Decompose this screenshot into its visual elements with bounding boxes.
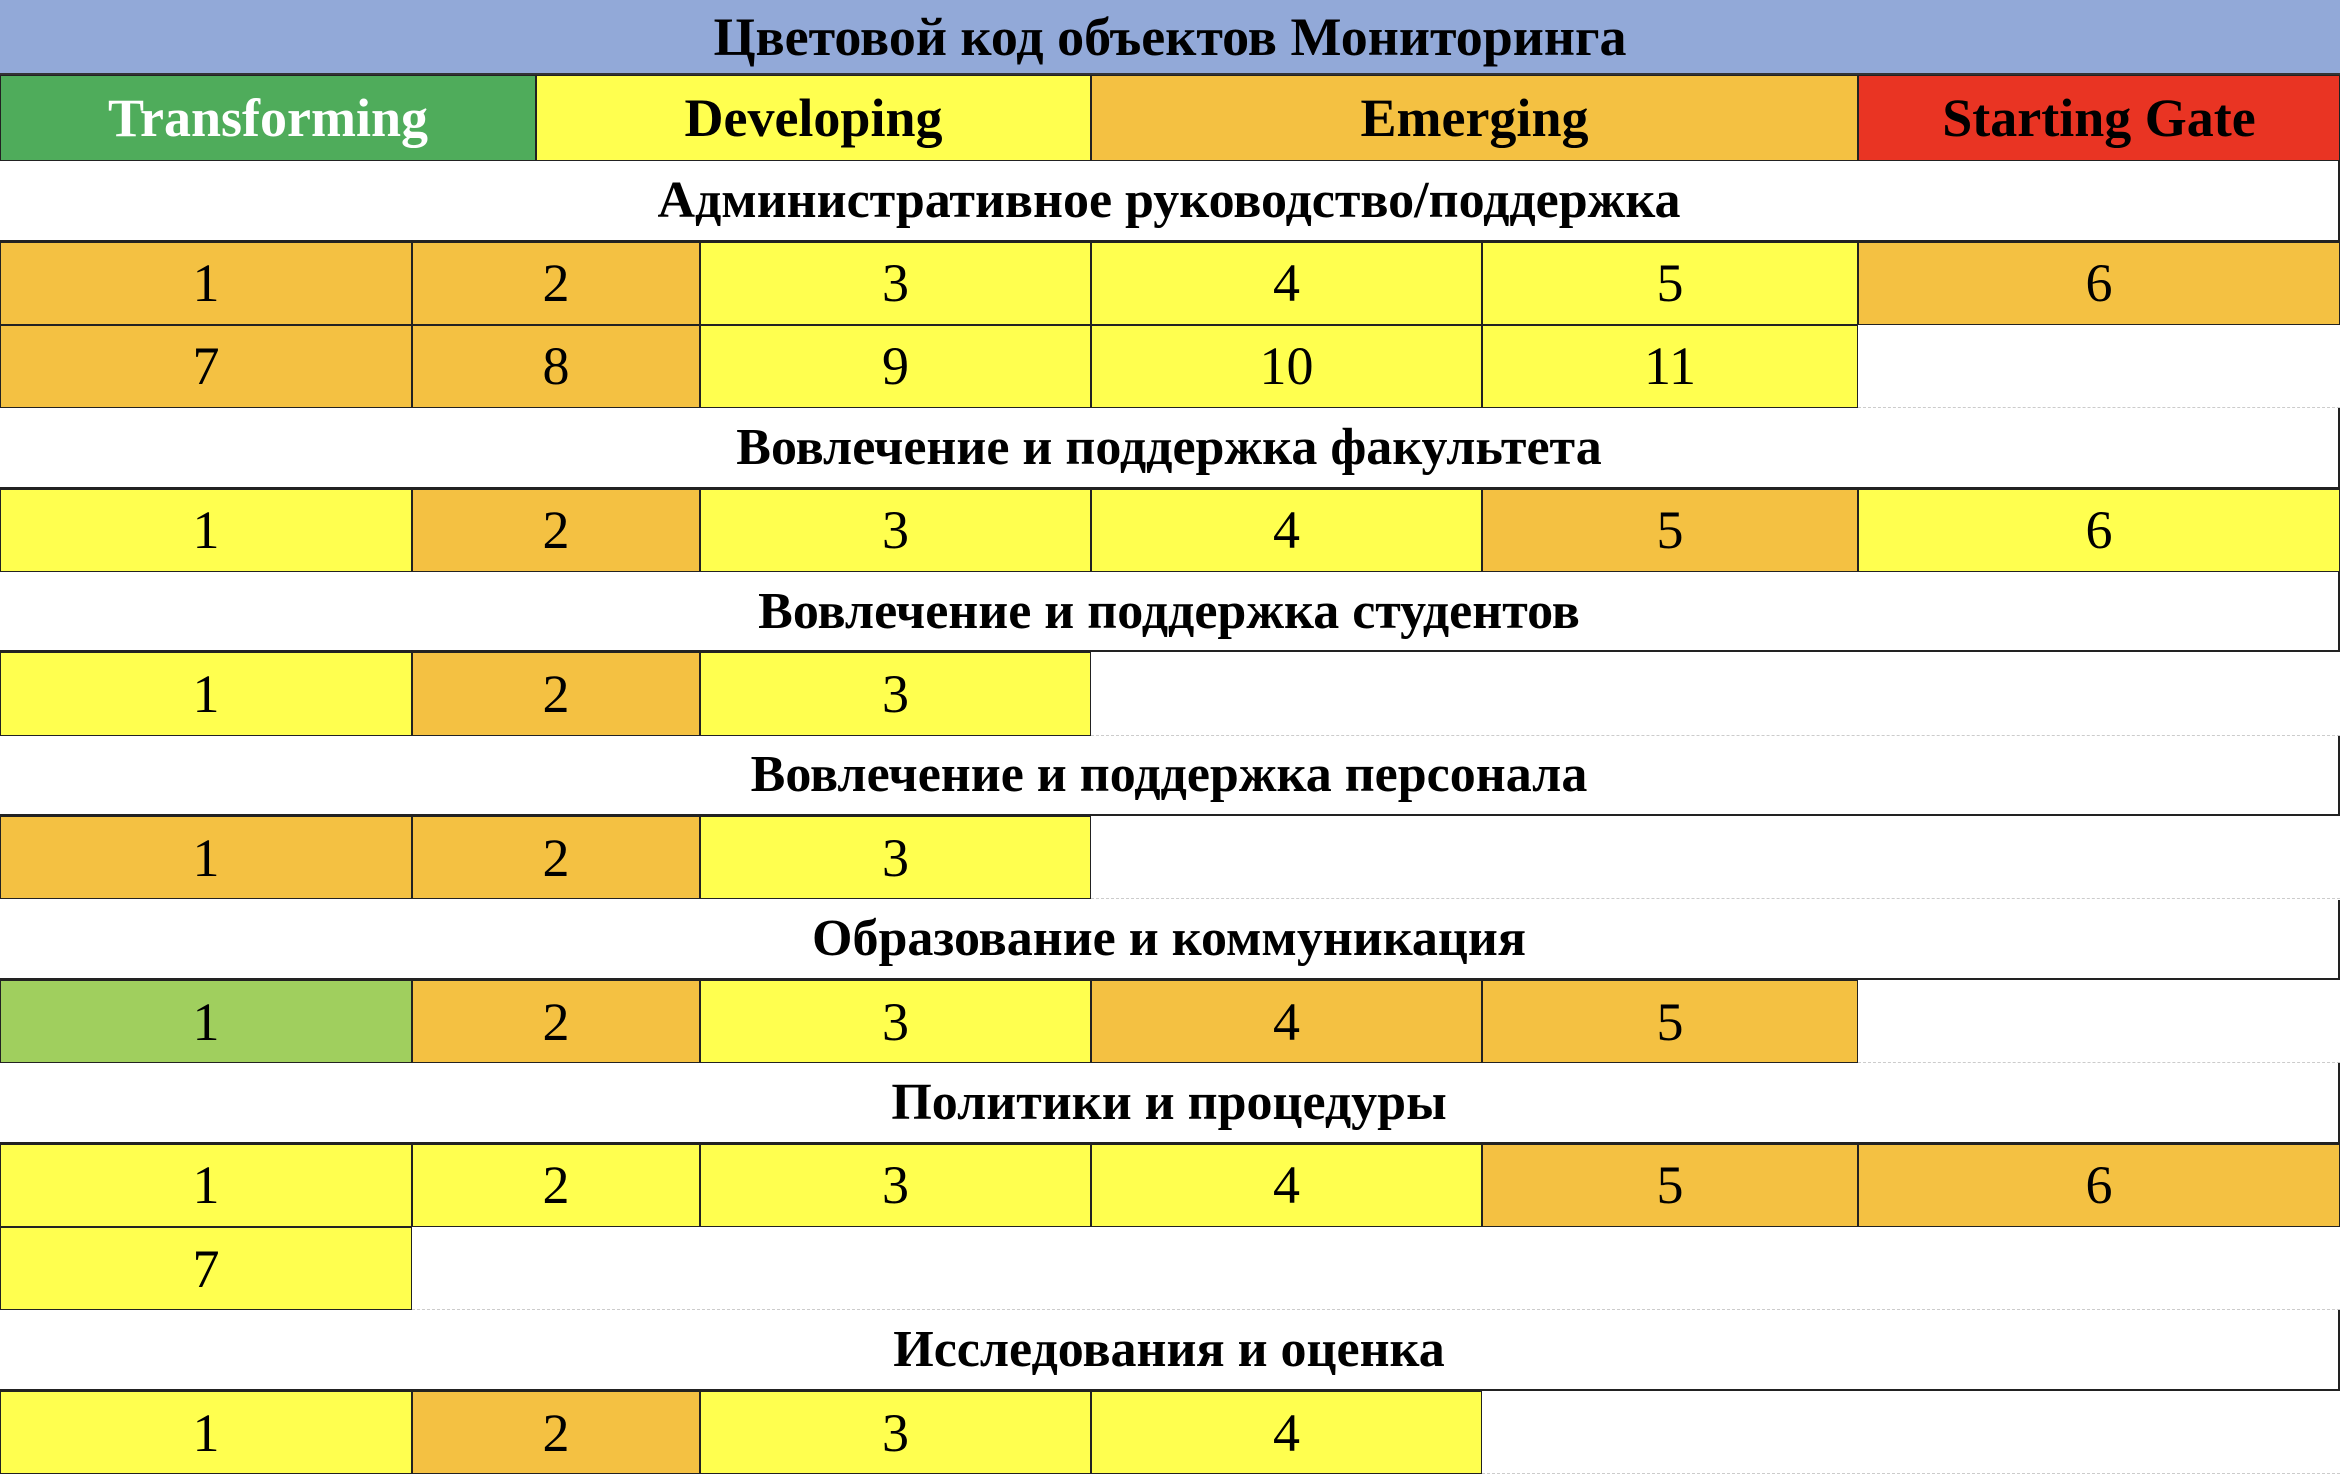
table-title: Цветовой код объектов Мониторинга [0,0,2340,75]
status-cell: 2 [412,1391,700,1474]
empty-cell [1091,816,2340,899]
status-cell: 1 [0,1391,412,1474]
status-cell: 3 [700,816,1091,899]
section-heading: Вовлечение и поддержка персонала [0,736,2340,817]
status-cell: 6 [1858,242,2340,325]
status-cell: 5 [1482,980,1858,1063]
status-cell: 7 [0,1227,412,1310]
status-cell: 6 [1858,489,2340,572]
legend-developing: Developing [536,75,1091,161]
section-heading: Административное руководство/поддержка [0,161,2340,242]
status-cell: 3 [700,980,1091,1063]
section-heading: Исследования и оценка [0,1310,2340,1391]
status-cell: 1 [0,242,412,325]
status-cell: 3 [700,489,1091,572]
status-cell: 4 [1091,1391,1482,1474]
status-cell: 1 [0,652,412,735]
status-cell: 1 [0,980,412,1063]
status-cell: 10 [1091,325,1482,408]
status-cell: 6 [1858,1144,2340,1227]
status-cell: 1 [0,816,412,899]
empty-cell [1858,325,2340,408]
status-cell: 2 [412,980,700,1063]
status-cell: 2 [412,816,700,899]
legend-transforming: Transforming [0,75,536,161]
status-cell: 2 [412,652,700,735]
status-cell: 4 [1091,242,1482,325]
empty-cell [1858,980,2340,1063]
section-heading: Образование и коммуникация [0,900,2340,981]
status-cell: 2 [412,1144,700,1227]
status-cell: 1 [0,489,412,572]
status-cell: 5 [1482,1144,1858,1227]
status-cell: 3 [700,1144,1091,1227]
status-cell: 2 [412,489,700,572]
legend-starting-gate: Starting Gate [1858,75,2340,161]
status-cell: 8 [412,325,700,408]
status-cell: 5 [1482,489,1858,572]
status-cell: 4 [1091,980,1482,1063]
empty-cell [1482,1391,2340,1474]
section-heading: Политики и процедуры [0,1063,2340,1144]
status-cell: 4 [1091,1144,1482,1227]
status-cell: 3 [700,1391,1091,1474]
status-cell: 3 [700,652,1091,735]
legend-emerging: Emerging [1091,75,1858,161]
section-heading: Вовлечение и поддержка студентов [0,572,2340,653]
status-cell: 7 [0,325,412,408]
status-cell: 5 [1482,242,1858,325]
section-heading: Вовлечение и поддержка факультета [0,408,2340,489]
empty-cell [1091,652,2340,735]
empty-cell [412,1227,2340,1310]
status-cell: 3 [700,242,1091,325]
status-cell: 1 [0,1144,412,1227]
status-cell: 4 [1091,489,1482,572]
status-cell: 11 [1482,325,1858,408]
status-cell: 9 [700,325,1091,408]
status-cell: 2 [412,242,700,325]
